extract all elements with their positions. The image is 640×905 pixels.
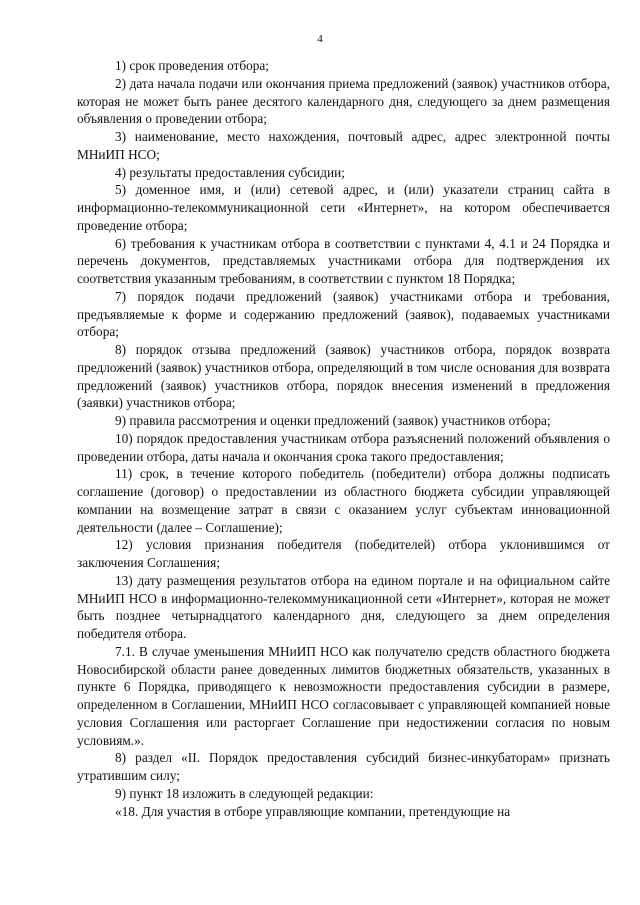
paragraph-13: 13) дату размещения результатов отбора на едином портале и на официальном сайте МНиИП НСО в информационно-телекоммуникационной сети «Интернет», которая не может быть позднее четырнадцатого календарного дня, следующего за днем определения победителя отбора. [77,572,610,641]
page-number: 4 [317,33,323,45]
paragraph-clause-18: «18. Для участия в отборе управляющие компании, претендующие на [115,803,511,819]
paragraph-5: 5) доменное имя, и (или) сетевой адрес, и (или) указатели страниц сайта в информационно-телекоммуникационной сети «Интернет», на котором обеспечивается проведение отбора; [77,182,610,233]
paragraph-1: 1) срок проведения отбора; [115,58,270,73]
document-body [77,57,610,820]
paragraph-8: 8) порядок отзыва предложений (заявок) участников отбора, порядок возврата предложений (заявок) участников отбора, определяющий в том числе основания для возврата предложений (заявок) участников отбора, порядок внесения изменений в предложения (заявки) участников отбора; [77,342,610,411]
paragraph-2: 2) дата начала подачи или окончания приема предложений (заявок) участников отбора, которая не может быть ранее десятого календарного дня, следующего за днем размещения объявления о проведении отбора; [77,75,610,127]
paragraph-7-1: 7.1. В случае уменьшения МНиИП НСО как получателю средств областного бюджета Новосибирской области ранее доведенных лимитов бюджетных обязательств, указанных в пункте 6 Порядка, приводящего к невозможности предоставления субсидии в размере, определенном в Соглашении, МНиИП НСО согласовывает с управляющей компанией новые условия Соглашения или расторгает Соглашение при недостижении согласия по новым условиям.». [77,643,610,748]
paragraph-12: 12) условия признания победителя (победителей) отбора уклонившимся от заключения Соглашения; [77,537,610,570]
paragraph-6: 6) требования к участникам отбора в соответствии с пунктами 4, 4.1 и 24 Порядка и перечень документов, представляемых участниками отбора для подтверждения их соответствия указанным требованиям, в соответствии с пунктом 18 Порядка; [77,235,610,286]
paragraph-11: 11) срок, в течение которого победитель (победители) отбора должны подписать соглашение (договор) о предоставлении из областного бюджета субсидии управляющей компании на возмещение затрат в связи с оказанием услуг субъектам инновационной деятельности (далее – Соглашение); [77,466,610,535]
paragraph-4: 4) результаты предоставления субсидии; [115,164,345,180]
paragraph-3: 3) наименование, место нахождения, почтовый адрес, адрес электронной почты МНиИП НСО; [77,129,610,162]
paragraph-amend-8: 8) раздел «II. Порядок предоставления субсидий бизнес-инкубаторам» признать утратившим силу; [77,750,610,783]
paragraph-9: 9) правила рассмотрения и оценки предложений (заявок) участников отбора; [115,413,551,428]
paragraph-10: 10) порядок предоставления участникам отбора разъяснений положений объявления о проведении отбора, даты начала и окончания срока такого предоставления; [77,430,610,464]
paragraph-amend-9: 9) пункт 18 изложить в следующей редакции: [115,785,374,801]
paragraph-7: 7) порядок подачи предложений (заявок) участниками отбора и требования, предъявляемые к форме и содержанию предложений (заявок), подаваемых участниками отбора; [77,288,610,340]
